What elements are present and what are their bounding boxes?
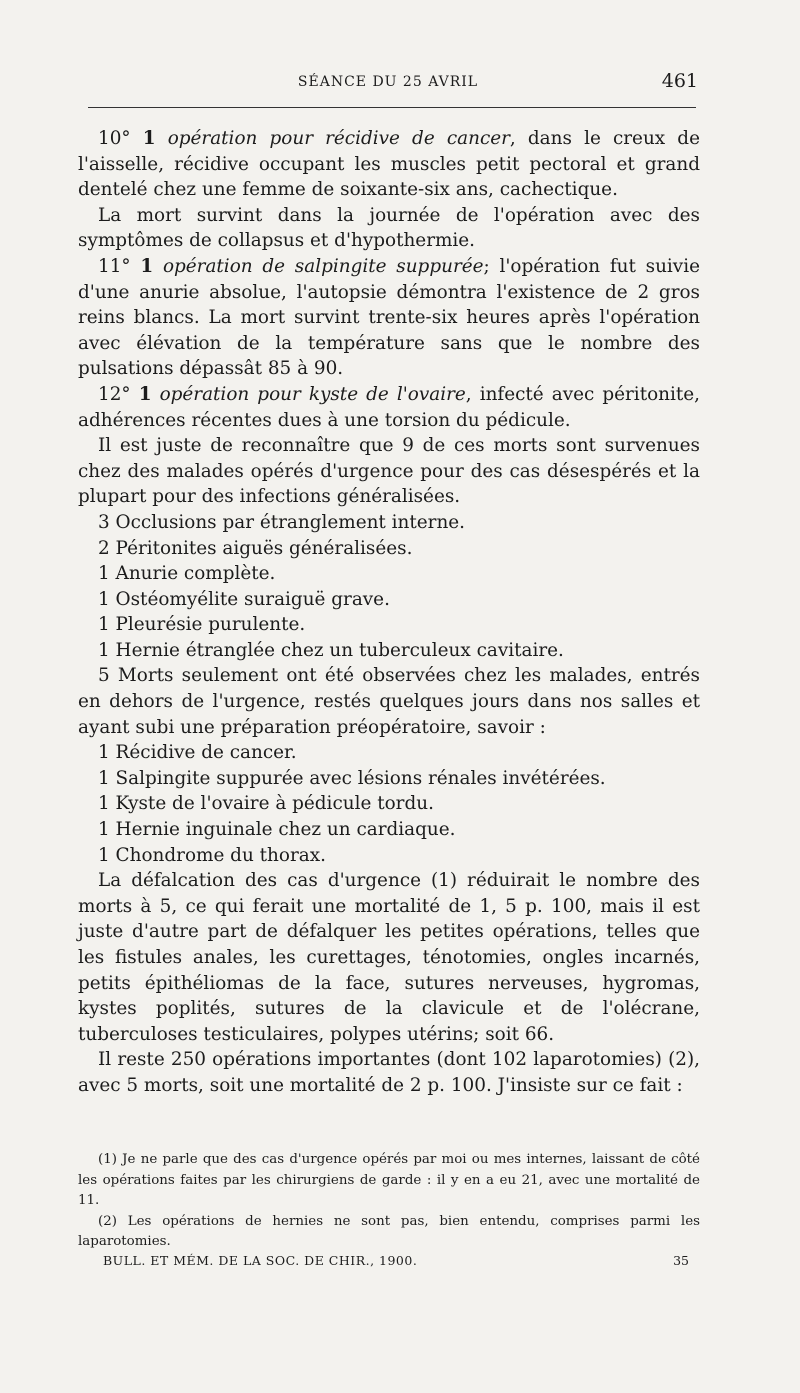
page-number: 461 — [661, 70, 698, 92]
case-title: opération pour kyste de l'ovaire — [159, 383, 466, 405]
list-item: 1 Ostéomyélite suraiguë grave. — [98, 588, 390, 610]
list-item: 1 Pleurésie purulente. — [98, 614, 306, 636]
case-title: opération de salpingite suppurée — [162, 255, 484, 277]
case-count: 1 — [138, 383, 152, 405]
list-item: 1 Anurie complète. — [98, 563, 276, 585]
case-count: 1 — [140, 255, 154, 277]
list-item: 3 Occlusions par étranglement interne. — [98, 511, 466, 533]
list-item: 2 Péritonites aiguës généralisées. — [98, 537, 413, 559]
paragraph-5-morts: 5 Morts seulement ont été observées chez les malades, entrés en dehors de l'urgence, restés quelques jours dans nos salles et ayant subi une préparation préopératoire, savoir : — [78, 665, 700, 738]
running-header — [78, 70, 698, 100]
journal-reference: BULL. ET MÉM. DE LA SOC. DE CHIR., 1900. — [103, 1253, 418, 1268]
case-number: 10° — [98, 128, 131, 149]
running-title: SÉANCE DU 25 AVRIL — [297, 74, 479, 90]
list-item: 1 Kyste de l'ovaire à pédicule tordu. — [98, 793, 434, 815]
case-number: 12° — [98, 383, 131, 405]
paragraph-reste: Il reste 250 opérations importantes (dont 102 laparotomies) (2), avec 5 morts, soit une mortalité de 2 p. 100. J'insiste sur ce fait : — [78, 1049, 700, 1096]
paragraph-case-10 — [78, 126, 700, 203]
page-footer — [103, 1253, 699, 1273]
list-item: 1 Salpingite suppurée avec lésions rénales invétérées. — [98, 767, 606, 789]
paragraph-death-collapse: La mort survint dans la journée de l'opération avec des symptômes de collapsus et d'hypothermie. — [78, 204, 700, 252]
list-item: 1 Chondrome du thorax. — [98, 844, 326, 866]
paragraph-case-12 — [78, 382, 700, 433]
paragraph-urgence: Il est juste de reconnaître que 9 de ces morts sont survenues chez des malades opérés d'urgence pour des cas désespérés et la plupart pour des infections généralisées. — [78, 435, 700, 508]
main-text — [78, 126, 700, 1099]
footnote-1: (1) Je ne parle que des cas d'urgence opérés par moi ou mes internes, laissant de côté les opérations faites par les chirurgiens de garde : il y en a eu 21, avec une mortalité de 11. — [78, 1152, 700, 1208]
paragraph-defalcation: La défalcation des cas d'urgence (1) réduirait le nombre des morts à 5, ce qui ferait une mortalité de 1, 5 p. 100, mais il est juste d'autre part de défalquer les petites opérations, telles que les fistules anales, les curettages, ténotomies, ongles incarnés, petits épithéliomas de la face, sutures nerveuses, hygromas, kystes poplités, sutures de la clavicule et de l'olécrane, tuberculoses testiculaires, polypes utérins; soit 66. — [78, 870, 700, 1045]
header-rule — [88, 107, 696, 108]
case-count: 1 — [142, 128, 156, 149]
footnotes — [78, 1150, 700, 1253]
case-description: ; l'opération fut suivie d'une anurie absolue, l'autopsie démontra l'existence de 2 gros reins blancs. La mort survint trente-six heures après l'opération avec élévation de la température sans que le nombre des pulsations dépassât 85 à 90. — [78, 255, 700, 380]
footnote-2: (2) Les opérations de hernies ne sont pas, bien entendu, comprises parmi les laparotomies. — [78, 1213, 700, 1249]
case-number: 11° — [98, 255, 131, 277]
case-title: opération pour récidive de cancer — [167, 128, 510, 149]
list-item: 1 Récidive de cancer. — [98, 742, 297, 764]
list-item: 1 Hernie inguinale chez un cardiaque. — [98, 819, 456, 841]
case-description: , infecté avec péritonite, adhérences récentes dues à une torsion du pédicule. — [78, 383, 700, 431]
paragraph-case-11 — [78, 254, 700, 382]
signature-mark: 35 — [673, 1253, 689, 1268]
list-item: 1 Hernie étranglée chez un tuberculeux cavitaire. — [98, 639, 564, 661]
case-description: , dans le creux de l'aisselle, récidive occupant les muscles petit pectoral et grand dentelé chez une femme de soixante-six ans, cachectique. — [78, 128, 700, 201]
